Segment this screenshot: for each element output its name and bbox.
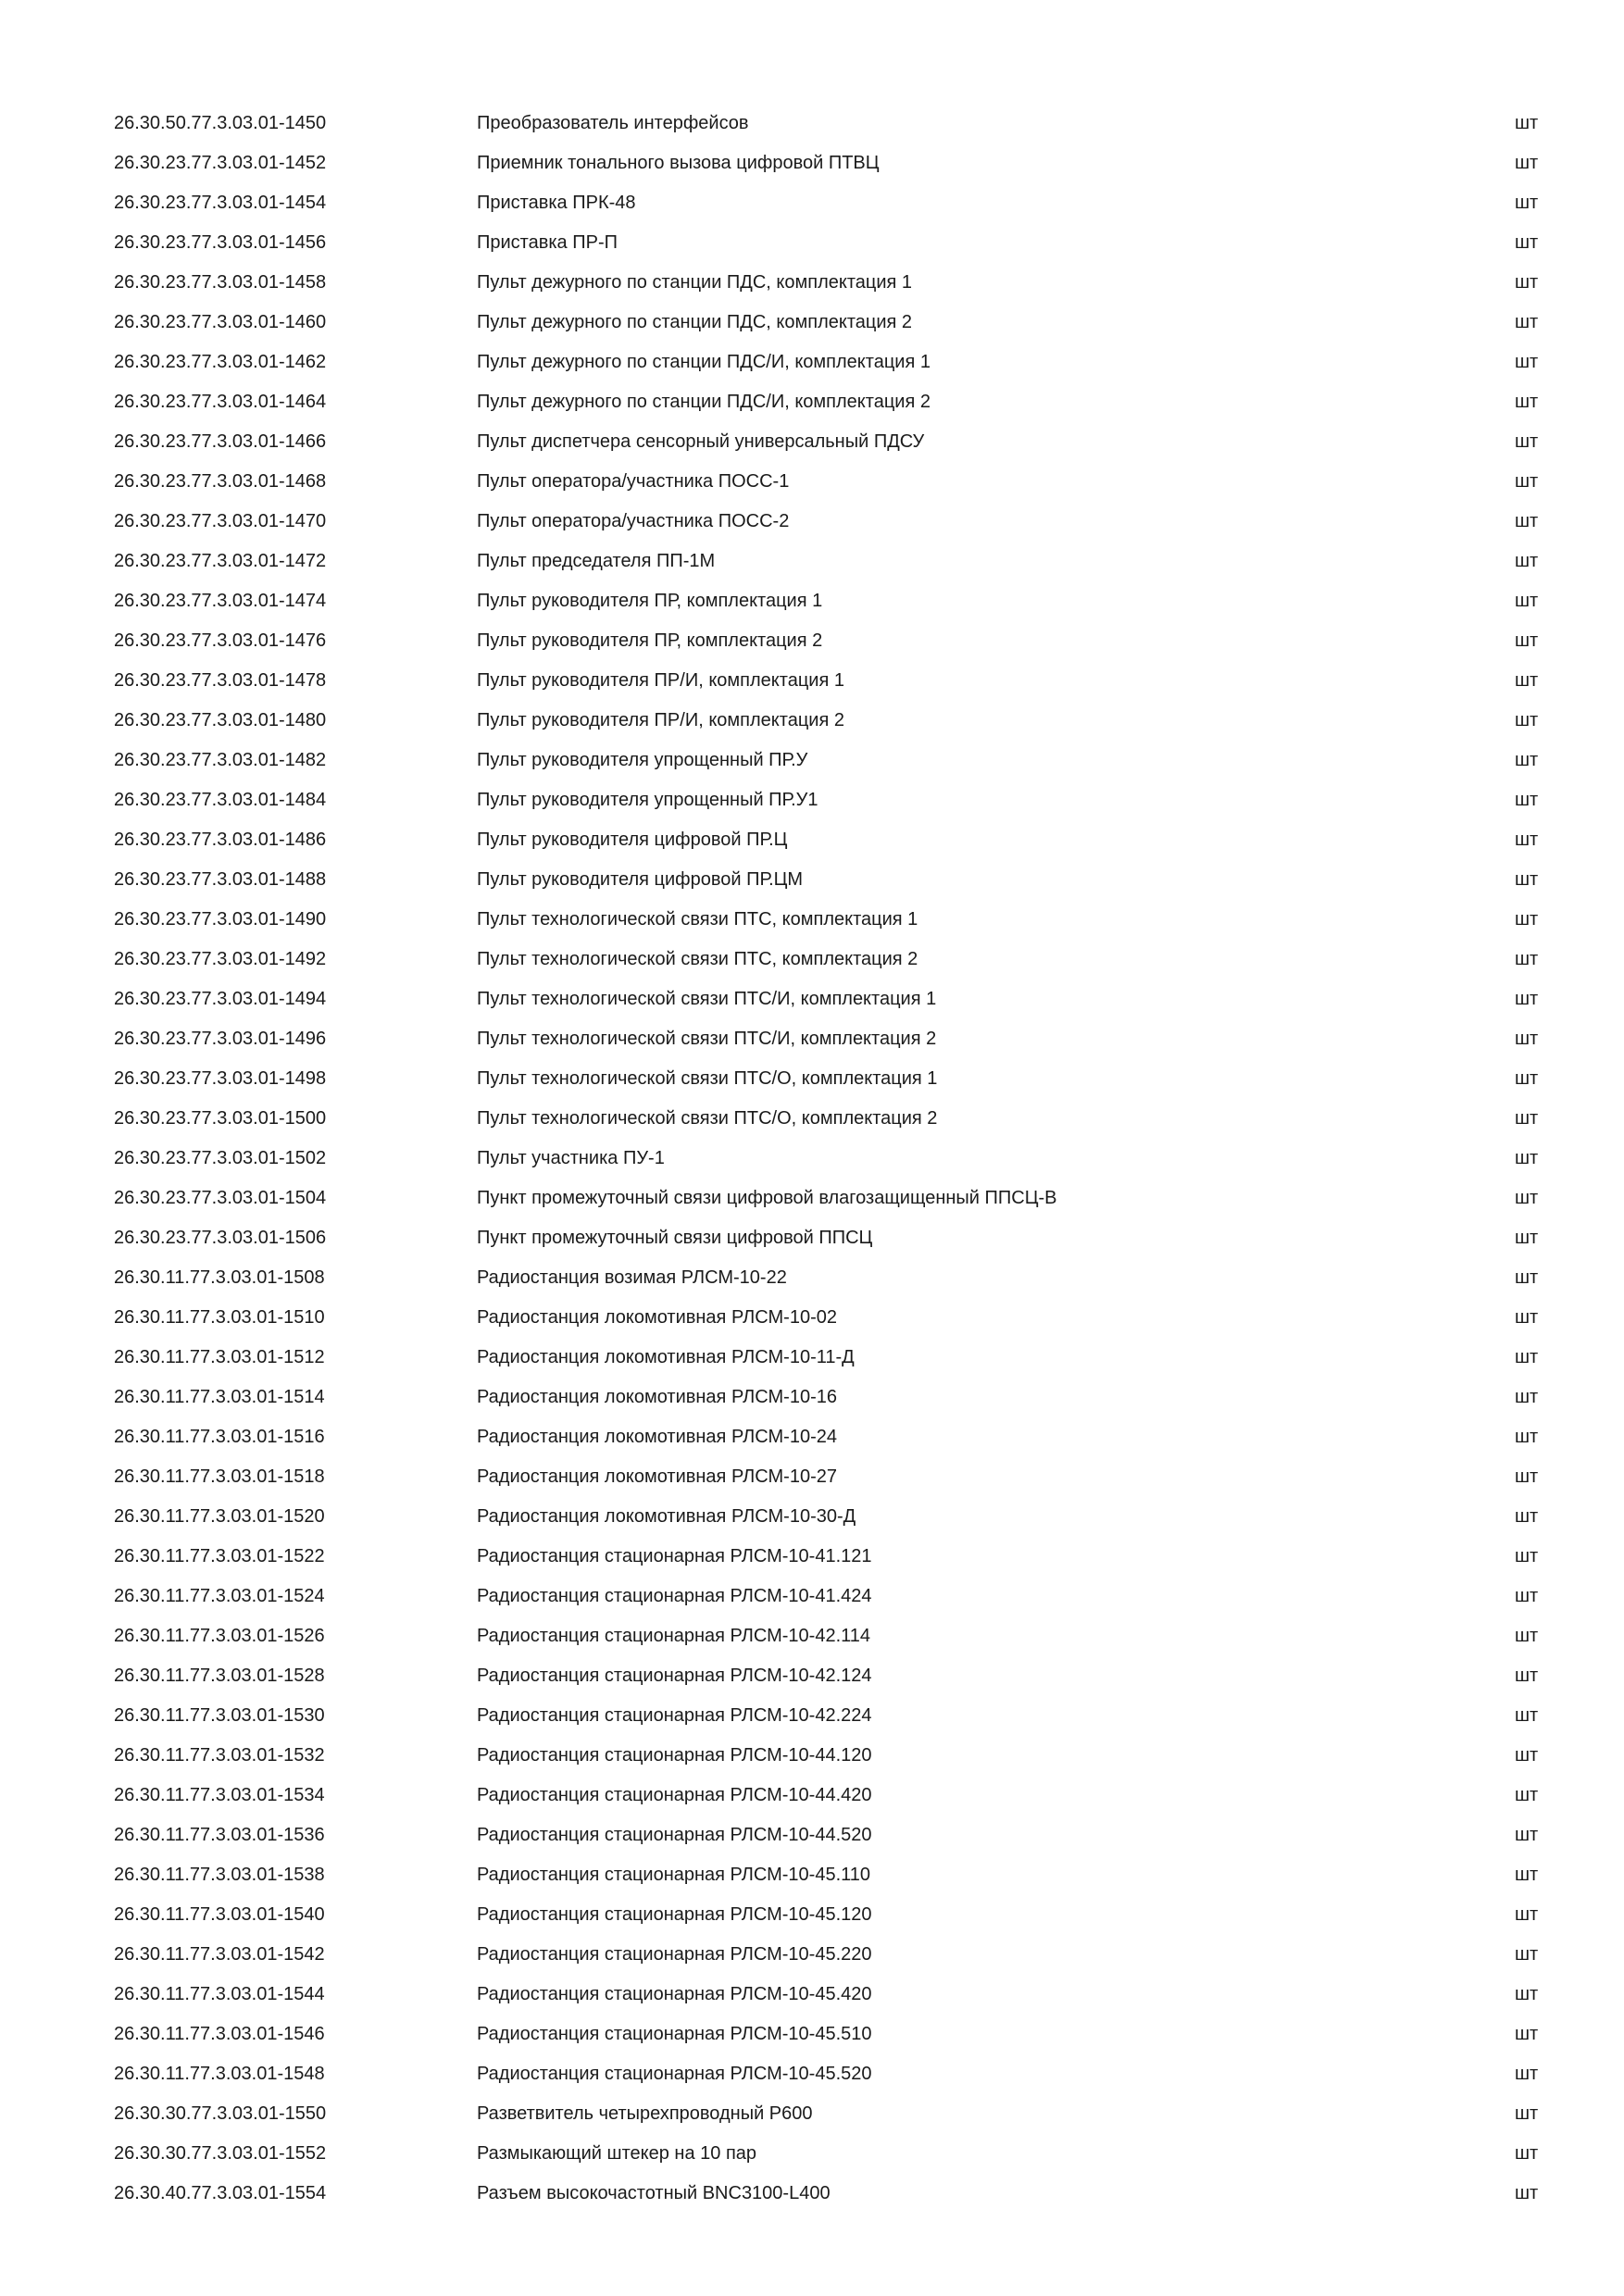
resource-name: Преобразователь интерфейсов (477, 113, 749, 133)
unit-of-measure: шт (1515, 670, 1539, 691)
table-row (114, 1139, 1540, 1179)
unit-of-measure: шт (1515, 2024, 1539, 2044)
resource-name: Радиостанция стационарная РЛСМ-10-45.420 (477, 1984, 872, 2004)
unit-of-measure: шт (1515, 232, 1539, 253)
resource-name: Пульт руководителя упрощенный ПР.У (477, 750, 808, 770)
resource-name: Радиостанция стационарная РЛСМ-10-44.120 (477, 1745, 872, 1766)
unit-of-measure: шт (1515, 1586, 1539, 1606)
resource-name: Пульт руководителя цифровой ПР.Ц (477, 830, 788, 850)
resource-code: 26.30.23.77.3.03.01-1464 (114, 392, 327, 412)
unit-of-measure: шт (1515, 153, 1539, 173)
resource-code: 26.30.23.77.3.03.01-1502 (114, 1148, 327, 1168)
resource-code: 26.30.23.77.3.03.01-1456 (114, 232, 327, 253)
unit-of-measure: шт (1515, 1944, 1539, 1965)
unit-of-measure: шт (1515, 551, 1539, 571)
unit-of-measure: шт (1515, 1546, 1539, 1566)
resource-code: 26.30.11.77.3.03.01-1532 (114, 1745, 325, 1766)
table-row (114, 661, 1540, 701)
resource-name: Радиостанция стационарная РЛСМ-10-45.110 (477, 1865, 871, 1885)
unit-of-measure: шт (1515, 1267, 1539, 1288)
resource-name: Пульт дежурного по станции ПДС/И, комплектация 1 (477, 352, 931, 372)
resource-name: Радиостанция локомотивная РЛСМ-10-30-Д (477, 1506, 856, 1527)
resource-code: 26.30.23.77.3.03.01-1488 (114, 869, 327, 890)
resource-code: 26.30.23.77.3.03.01-1506 (114, 1228, 327, 1248)
unit-of-measure: шт (1515, 2064, 1539, 2084)
table-row (114, 2054, 1540, 2094)
unit-of-measure: шт (1515, 790, 1539, 810)
resource-name: Пульт руководителя цифровой ПР.ЦМ (477, 869, 804, 890)
unit-of-measure: шт (1515, 471, 1539, 492)
table-row (114, 343, 1540, 382)
resource-name: Пульт диспетчера сенсорный универсальный ПДСУ (477, 431, 925, 452)
table-row (114, 1577, 1540, 1616)
table-row (114, 820, 1540, 860)
resource-code: 26.30.11.77.3.03.01-1540 (114, 1904, 325, 1925)
unit-of-measure: шт (1515, 2183, 1539, 2203)
table-row (114, 2174, 1540, 2214)
unit-of-measure: шт (1515, 1148, 1539, 1168)
table-row (114, 144, 1540, 183)
resource-code: 26.30.23.77.3.03.01-1476 (114, 630, 327, 651)
resource-name: Пульт участника ПУ-1 (477, 1148, 665, 1168)
unit-of-measure: шт (1515, 272, 1539, 293)
unit-of-measure: шт (1515, 392, 1539, 412)
table-row (114, 1975, 1540, 2015)
resource-code: 26.30.23.77.3.03.01-1486 (114, 830, 327, 850)
unit-of-measure: шт (1515, 869, 1539, 890)
resource-name: Радиостанция локомотивная РЛСМ-10-11-Д (477, 1347, 855, 1367)
resource-code: 26.30.23.77.3.03.01-1484 (114, 790, 327, 810)
resource-name: Пульт оператора/участника ПОСС-1 (477, 471, 790, 492)
table-row (114, 900, 1540, 940)
unit-of-measure: шт (1515, 193, 1539, 213)
resource-name: Приставка ПР-П (477, 232, 618, 253)
table-row (114, 1298, 1540, 1338)
resource-name: Радиостанция стационарная РЛСМ-10-45.220 (477, 1944, 872, 1965)
resource-name: Пульт руководителя ПР, комплектация 1 (477, 591, 823, 611)
resource-code: 26.30.23.77.3.03.01-1458 (114, 272, 327, 293)
resource-code: 26.30.50.77.3.03.01-1450 (114, 113, 327, 133)
table-row (114, 502, 1540, 542)
table-row (114, 422, 1540, 462)
table-row (114, 183, 1540, 223)
table-row (114, 581, 1540, 621)
resource-code: 26.30.23.77.3.03.01-1474 (114, 591, 327, 611)
unit-of-measure: шт (1515, 1188, 1539, 1208)
resource-name: Пульт руководителя упрощенный ПР.У1 (477, 790, 818, 810)
unit-of-measure: шт (1515, 1068, 1539, 1089)
resource-name: Пункт промежуточный связи цифровой ППСЦ (477, 1228, 873, 1248)
resource-name: Радиостанция стационарная РЛСМ-10-41.424 (477, 1586, 872, 1606)
resource-name: Пульт дежурного по станции ПДС, комплектация 1 (477, 272, 913, 293)
resource-name: Пульт руководителя ПР/И, комплектация 1 (477, 670, 844, 691)
resource-code: 26.30.30.77.3.03.01-1552 (114, 2143, 327, 2164)
table-row (114, 980, 1540, 1019)
table-row (114, 1895, 1540, 1935)
resource-code: 26.30.23.77.3.03.01-1452 (114, 153, 327, 173)
resource-name: Пульт технологической связи ПТС/О, комплектация 2 (477, 1108, 938, 1129)
unit-of-measure: шт (1515, 909, 1539, 930)
unit-of-measure: шт (1515, 750, 1539, 770)
resource-code: 26.30.23.77.3.03.01-1500 (114, 1108, 327, 1129)
unit-of-measure: шт (1515, 312, 1539, 332)
resource-name: Разъем высокочастотный BNC3100-L400 (477, 2183, 831, 2203)
resource-name: Пульт дежурного по станции ПДС/И, комплектация 2 (477, 392, 931, 412)
resource-name: Радиостанция стационарная РЛСМ-10-42.124 (477, 1666, 872, 1686)
unit-of-measure: шт (1515, 511, 1539, 531)
table-row (114, 2094, 1540, 2134)
table-row (114, 2134, 1540, 2174)
resource-code: 26.30.23.77.3.03.01-1490 (114, 909, 327, 930)
resource-code: 26.30.11.77.3.03.01-1538 (114, 1865, 325, 1885)
resource-name: Разветвитель четырехпроводный Р600 (477, 2103, 813, 2124)
resource-name: Пункт промежуточный связи цифровой влагозащищенный ППСЦ-В (477, 1188, 1057, 1208)
resource-code: 26.30.23.77.3.03.01-1480 (114, 710, 327, 730)
table-row (114, 1497, 1540, 1537)
resource-name: Радиостанция стационарная РЛСМ-10-41.121 (477, 1546, 872, 1566)
resource-name: Радиостанция локомотивная РЛСМ-10-24 (477, 1427, 837, 1447)
table-row (114, 303, 1540, 343)
unit-of-measure: шт (1515, 1029, 1539, 1049)
resource-name: Пульт дежурного по станции ПДС, комплектация 2 (477, 312, 913, 332)
resource-code: 26.30.23.77.3.03.01-1478 (114, 670, 327, 691)
table-row (114, 1776, 1540, 1816)
table-row (114, 741, 1540, 780)
resource-name: Радиостанция стационарная РЛСМ-10-45.120 (477, 1904, 872, 1925)
unit-of-measure: шт (1515, 1387, 1539, 1407)
table-row (114, 1059, 1540, 1099)
resource-code: 26.30.11.77.3.03.01-1510 (114, 1307, 325, 1328)
resource-name: Радиостанция стационарная РЛСМ-10-45.510 (477, 2024, 872, 2044)
resource-name: Радиостанция локомотивная РЛСМ-10-02 (477, 1307, 837, 1328)
table-row (114, 1616, 1540, 1656)
unit-of-measure: шт (1515, 591, 1539, 611)
resource-name: Пульт руководителя ПР/И, комплектация 2 (477, 710, 844, 730)
unit-of-measure: шт (1515, 1666, 1539, 1686)
table-row (114, 1179, 1540, 1218)
resource-name: Радиостанция локомотивная РЛСМ-10-16 (477, 1387, 837, 1407)
resource-name: Радиостанция стационарная РЛСМ-10-45.520 (477, 2064, 872, 2084)
resource-code: 26.30.11.77.3.03.01-1516 (114, 1427, 325, 1447)
resource-code: 26.30.11.77.3.03.01-1508 (114, 1267, 325, 1288)
resource-code: 26.30.23.77.3.03.01-1462 (114, 352, 327, 372)
table-row (114, 780, 1540, 820)
resource-code: 26.30.11.77.3.03.01-1522 (114, 1546, 325, 1566)
resource-code: 26.30.11.77.3.03.01-1544 (114, 1984, 325, 2004)
resource-code: 26.30.11.77.3.03.01-1514 (114, 1387, 325, 1407)
table-row (114, 1218, 1540, 1258)
unit-of-measure: шт (1515, 1984, 1539, 2004)
unit-of-measure: шт (1515, 949, 1539, 969)
resource-code: 26.30.11.77.3.03.01-1534 (114, 1785, 325, 1805)
unit-of-measure: шт (1515, 1626, 1539, 1646)
resource-name: Размыкающий штекер на 10 пар (477, 2143, 757, 2164)
unit-of-measure: шт (1515, 1466, 1539, 1487)
table-row (114, 2015, 1540, 2054)
unit-of-measure: шт (1515, 113, 1539, 133)
unit-of-measure: шт (1515, 1705, 1539, 1726)
resource-name: Приемник тонального вызова цифровой ПТВЦ (477, 153, 880, 173)
resource-code: 26.30.11.77.3.03.01-1530 (114, 1705, 325, 1726)
resource-code: 26.30.23.77.3.03.01-1494 (114, 989, 327, 1009)
unit-of-measure: шт (1515, 989, 1539, 1009)
table-row (114, 940, 1540, 980)
resource-code: 26.30.23.77.3.03.01-1482 (114, 750, 327, 770)
unit-of-measure: шт (1515, 431, 1539, 452)
unit-of-measure: шт (1515, 352, 1539, 372)
unit-of-measure: шт (1515, 1745, 1539, 1766)
resource-name: Пульт оператора/участника ПОСС-2 (477, 511, 790, 531)
unit-of-measure: шт (1515, 1506, 1539, 1527)
table-row (114, 621, 1540, 661)
unit-of-measure: шт (1515, 710, 1539, 730)
resource-code: 26.30.23.77.3.03.01-1466 (114, 431, 327, 452)
unit-of-measure: шт (1515, 1228, 1539, 1248)
resource-name: Радиостанция стационарная РЛСМ-10-42.114 (477, 1626, 871, 1646)
resource-code: 26.30.23.77.3.03.01-1504 (114, 1188, 327, 1208)
resource-name: Радиостанция стационарная РЛСМ-10-44.420 (477, 1785, 872, 1805)
resource-code: 26.30.11.77.3.03.01-1518 (114, 1466, 325, 1487)
resource-code: 26.30.23.77.3.03.01-1498 (114, 1068, 327, 1089)
resource-name: Пульт руководителя ПР, комплектация 2 (477, 630, 823, 651)
resource-name: Приставка ПРК-48 (477, 193, 636, 213)
unit-of-measure: шт (1515, 1307, 1539, 1328)
table-row (114, 1099, 1540, 1139)
unit-of-measure: шт (1515, 1427, 1539, 1447)
table-row (114, 1696, 1540, 1736)
unit-of-measure: шт (1515, 1108, 1539, 1129)
table-row (114, 860, 1540, 900)
resource-name: Радиостанция возимая РЛСМ-10-22 (477, 1267, 787, 1288)
resource-name: Пульт технологической связи ПТС/О, комплектация 1 (477, 1068, 938, 1089)
resource-code: 26.30.11.77.3.03.01-1512 (114, 1347, 325, 1367)
resource-name: Пульт технологической связи ПТС, комплектация 1 (477, 909, 918, 930)
resource-name: Радиостанция локомотивная РЛСМ-10-27 (477, 1466, 837, 1487)
resource-code: 26.30.23.77.3.03.01-1496 (114, 1029, 327, 1049)
table-row (114, 1457, 1540, 1497)
resource-code: 26.30.30.77.3.03.01-1550 (114, 2103, 327, 2124)
resource-name: Пульт технологической связи ПТС, комплектация 2 (477, 949, 918, 969)
price-list-table (114, 104, 1540, 2214)
table-row (114, 542, 1540, 581)
table-row (114, 1417, 1540, 1457)
resource-code: 26.30.23.77.3.03.01-1472 (114, 551, 327, 571)
resource-code: 26.30.23.77.3.03.01-1454 (114, 193, 327, 213)
resource-code: 26.30.11.77.3.03.01-1520 (114, 1506, 325, 1527)
table-row (114, 462, 1540, 502)
unit-of-measure: шт (1515, 830, 1539, 850)
table-row (114, 1736, 1540, 1776)
resource-code: 26.30.11.77.3.03.01-1524 (114, 1586, 325, 1606)
unit-of-measure: шт (1515, 1904, 1539, 1925)
unit-of-measure: шт (1515, 630, 1539, 651)
table-row (114, 701, 1540, 741)
unit-of-measure: шт (1515, 2103, 1539, 2124)
resource-code: 26.30.23.77.3.03.01-1492 (114, 949, 327, 969)
table-row (114, 104, 1540, 144)
resource-name: Пульт технологической связи ПТС/И, комплектация 1 (477, 989, 937, 1009)
resource-code: 26.30.40.77.3.03.01-1554 (114, 2183, 327, 2203)
resource-code: 26.30.23.77.3.03.01-1460 (114, 312, 327, 332)
resource-name: Пульт технологической связи ПТС/И, комплектация 2 (477, 1029, 937, 1049)
resource-name: Радиостанция стационарная РЛСМ-10-42.224 (477, 1705, 872, 1726)
table-row (114, 1935, 1540, 1975)
resource-code: 26.30.11.77.3.03.01-1542 (114, 1944, 325, 1965)
table-row (114, 1855, 1540, 1895)
table-row (114, 1656, 1540, 1696)
table-row (114, 1258, 1540, 1298)
table-row (114, 382, 1540, 422)
table-row (114, 1338, 1540, 1378)
table-row (114, 1816, 1540, 1855)
table-row (114, 1019, 1540, 1059)
resource-code: 26.30.11.77.3.03.01-1546 (114, 2024, 325, 2044)
table-row (114, 263, 1540, 303)
resource-code: 26.30.11.77.3.03.01-1526 (114, 1626, 325, 1646)
resource-code: 26.30.23.77.3.03.01-1468 (114, 471, 327, 492)
resource-name: Пульт председателя ПП-1М (477, 551, 716, 571)
table-row (114, 1378, 1540, 1417)
table-row (114, 1537, 1540, 1577)
resource-code: 26.30.23.77.3.03.01-1470 (114, 511, 327, 531)
resource-code: 26.30.11.77.3.03.01-1536 (114, 1825, 325, 1845)
resource-name: Радиостанция стационарная РЛСМ-10-44.520 (477, 1825, 872, 1845)
unit-of-measure: шт (1515, 1785, 1539, 1805)
unit-of-measure: шт (1515, 1825, 1539, 1845)
table-row (114, 223, 1540, 263)
resource-code: 26.30.11.77.3.03.01-1528 (114, 1666, 325, 1686)
resource-code: 26.30.11.77.3.03.01-1548 (114, 2064, 325, 2084)
unit-of-measure: шт (1515, 2143, 1539, 2164)
unit-of-measure: шт (1515, 1865, 1539, 1885)
unit-of-measure: шт (1515, 1347, 1539, 1367)
